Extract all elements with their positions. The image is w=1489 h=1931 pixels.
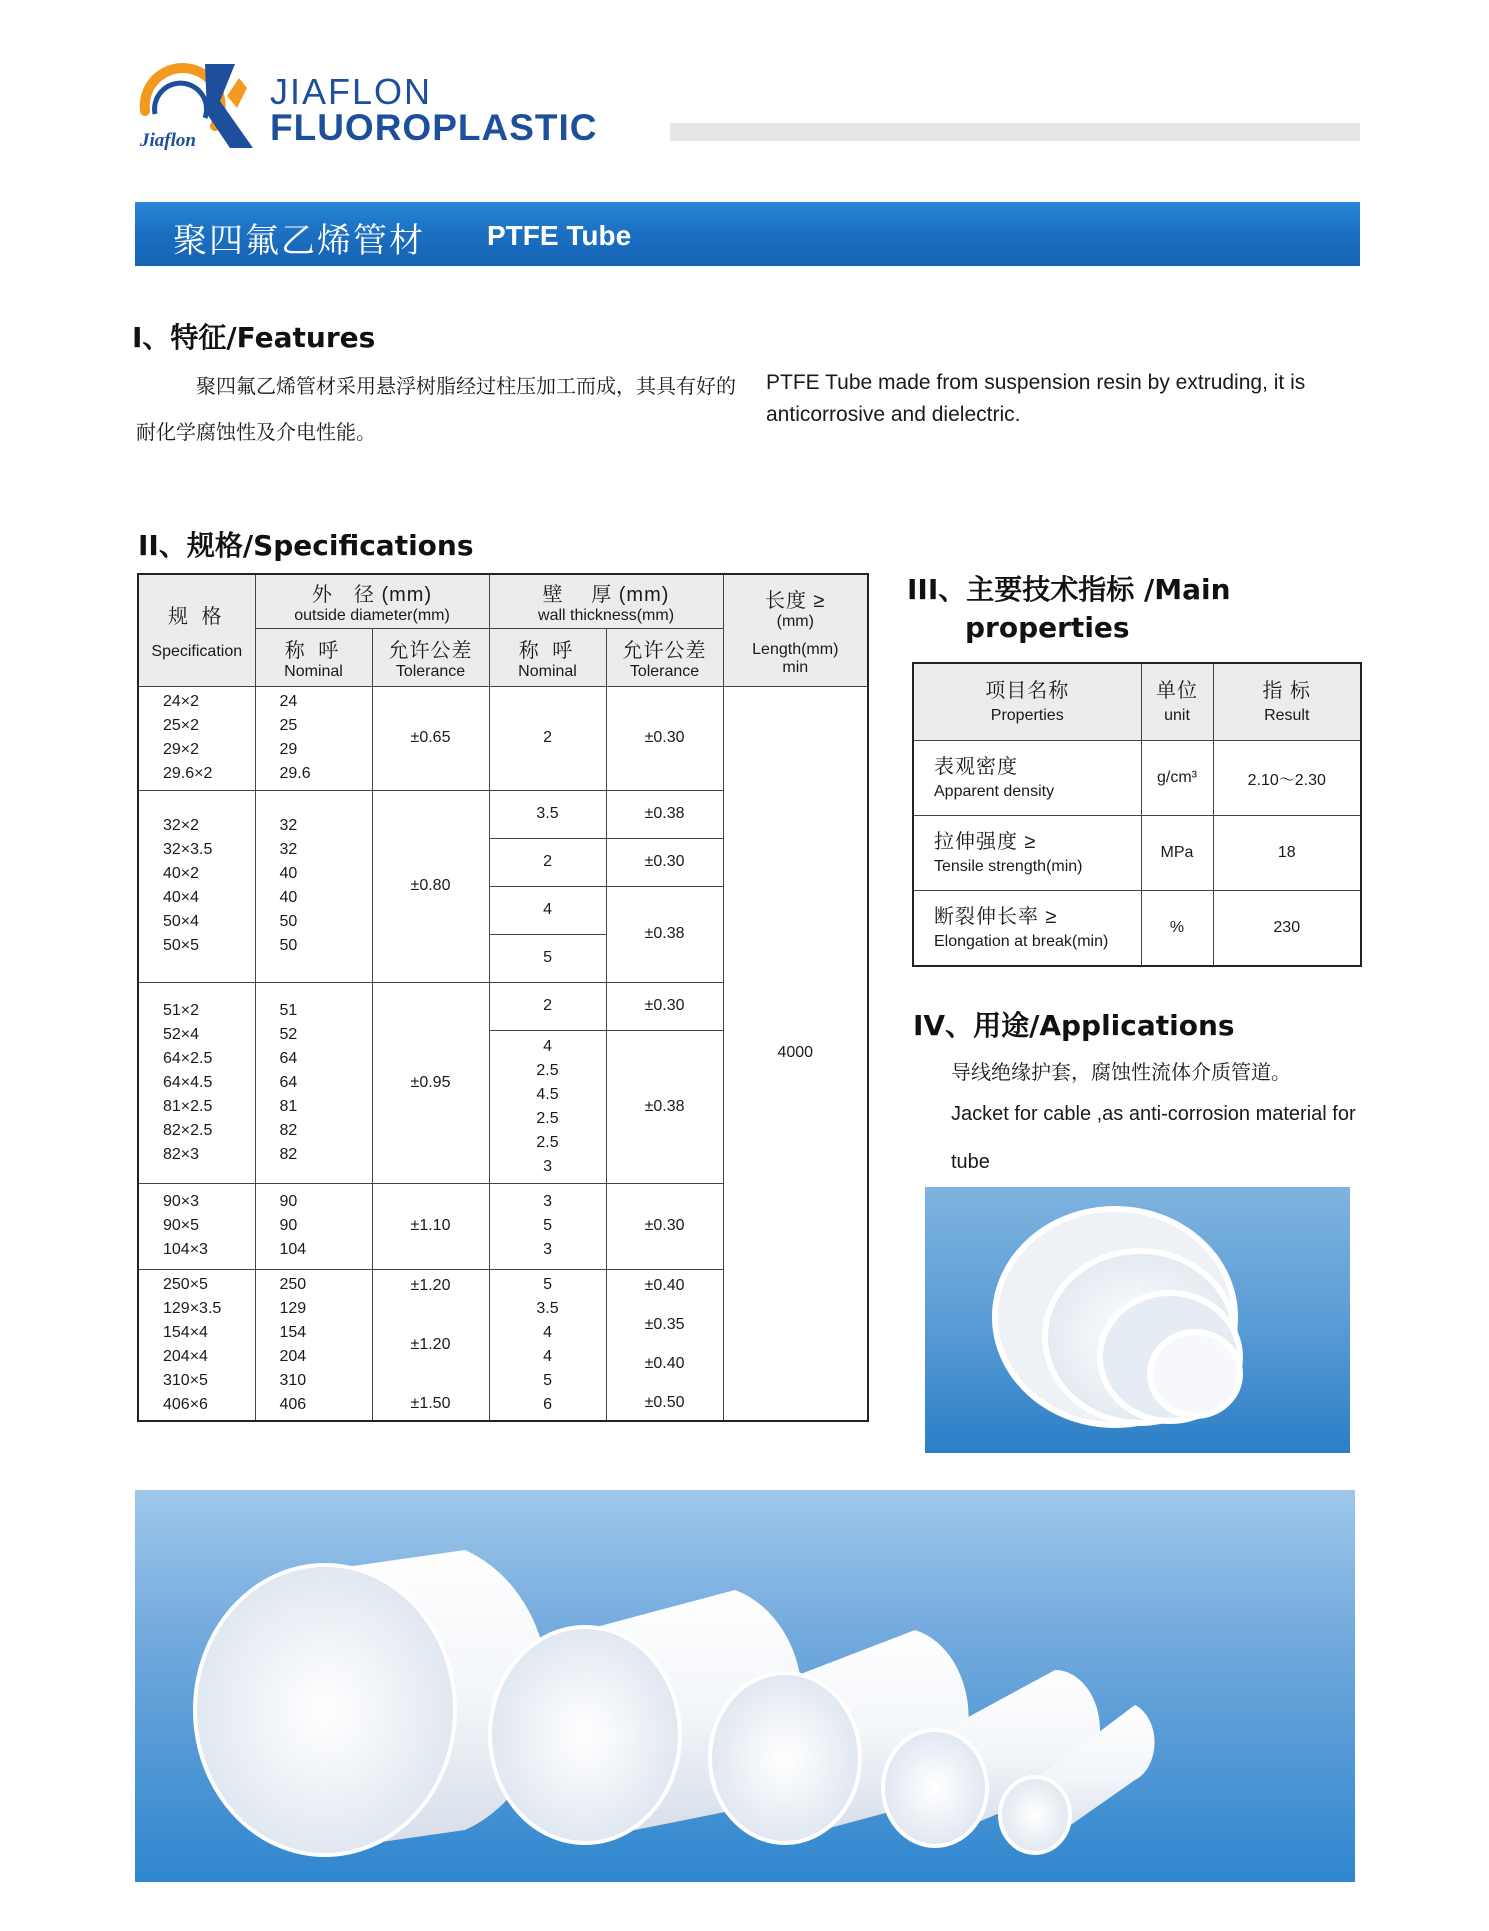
header-result: 指 标 Result [1213,663,1361,741]
spec-value: 24×2 [163,693,200,710]
spec-value: 52×4 [163,1025,200,1043]
od-value: 129 [279,1299,307,1317]
ptfe-tubes-row-photo [135,1490,1355,1882]
wall-tolerance-list: ±0.40 ±0.35 ±0.40 ±0.50 [606,1269,723,1421]
title-banner [135,202,1360,266]
spec-value: 406×6 [163,1395,208,1413]
spec-value: 50×5 [163,937,200,954]
table-row: 拉伸强度 ≥ Tensile strength(min) MPa 18 [913,816,1361,891]
spec-value: 32×2 [163,817,200,834]
spec-value: 40×4 [163,889,200,906]
properties-table [912,662,1362,967]
wall-value: 5 [543,1217,552,1234]
spec-value: 40×2 [163,865,200,882]
nested-tubes-illustration [925,1187,1350,1453]
wall-nominal: 5 [489,934,606,982]
spec-value: 82×2.5 [163,1121,213,1139]
spec-value: 32×3.5 [163,841,213,858]
specifications-heading: II、规格/Specifications [138,529,474,562]
features-heading: I、特征/Features [132,321,376,354]
od-value: 90 [279,1193,298,1210]
applications-text-en: Jacket for cable ,as anti-corrosion material for tube [951,1103,1356,1173]
wall-value: 2.5 [536,1109,559,1127]
wall-nominal: 2 [489,686,606,790]
result-value: 230 [1213,891,1361,967]
wall-nominal: 4 [489,886,606,934]
od-value: 40 [279,889,298,906]
page-title-en: PTFE Tube [487,220,632,251]
spec-value: 64×4.5 [163,1073,213,1091]
od-tolerance: ±0.80 [372,790,489,982]
wall-value: 4.5 [536,1085,559,1103]
wall-tolerance: ±0.30 [606,838,723,886]
od-value: 24 [279,693,298,710]
spec-list [138,1183,255,1269]
properties-heading: III、主要技术指标 /Main properties [907,573,1231,644]
result-value: 18 [1213,816,1361,891]
wall-nominal: 2 [489,982,606,1030]
spec-value: 51×2 [163,1001,200,1019]
od-tolerance: ±0.65 [372,686,489,790]
header-wall-nominal: 称 呼 Nominal [489,628,606,686]
od-tolerance: ±0.95 [372,982,489,1183]
od-value: 82 [279,1145,298,1163]
table-row: 断裂伸长率 ≥ Elongation at break(min) % 230 [913,891,1361,967]
spec-value: 250×5 [163,1275,208,1293]
wall-value: 3 [543,1193,552,1210]
spec-value: 25×2 [163,717,200,734]
spec-value: 90×3 [163,1193,200,1210]
table-row: 表观密度 Apparent density g/cm³ 2.10～2.30 [913,741,1361,816]
od-value: 406 [279,1395,307,1413]
header-wall-thickness: 壁 厚 (mm) wall thickness(mm) [489,574,723,628]
od-tolerance: ±1.10 [372,1183,489,1269]
wall-tolerance: ±0.38 [606,1030,723,1183]
od-nominal-list [255,982,372,1183]
spec-value: 104×3 [163,1241,208,1258]
spec-list [138,1269,255,1421]
spec-value: 64×2.5 [163,1049,213,1067]
logo-wordmark: Jiaflon [140,130,196,151]
od-nominal-list [255,1183,372,1269]
wall-value: 2.5 [536,1061,559,1079]
od-value: 51 [279,1001,298,1019]
spec-list [138,790,255,982]
wall-value: 6 [543,1395,552,1413]
od-value: 90 [279,1217,298,1234]
unit-value: g/cm³ [1141,741,1213,816]
spec-list [138,982,255,1183]
specifications-table [137,573,869,1422]
spec-value: 29×2 [163,741,200,758]
wall-tolerance: ±0.30 [606,982,723,1030]
od-value: 32 [279,841,298,858]
header-unit: 单位 unit [1141,663,1213,741]
wall-value: 4 [543,1347,552,1365]
wall-value: 5 [543,1371,552,1389]
od-value: 81 [279,1097,298,1115]
header-od-nominal: 称 呼 Nominal [255,628,372,686]
applications-heading: IV、用途/Applications [913,1009,1235,1042]
spec-value: 204×4 [163,1347,208,1365]
header-divider [670,123,1360,141]
od-value: 82 [279,1121,298,1139]
od-value: 50 [279,937,298,954]
spec-list [138,686,255,790]
od-tolerance-list: ±1.20 ±1.20 ±1.50 [372,1269,489,1421]
wall-value: 3 [543,1241,552,1258]
header-specification: 规 格 Specification [138,574,255,686]
wall-nominal-list [489,1183,606,1269]
wall-value: 3 [543,1157,552,1175]
spec-value: 82×3 [163,1145,200,1163]
spec-value: 154×4 [163,1323,208,1341]
spec-value: 81×2.5 [163,1097,213,1115]
od-value: 64 [279,1073,298,1091]
od-value: 40 [279,865,298,882]
od-nominal-list [255,1269,372,1421]
applications-text-cn: 导线绝缘护套，腐蚀性流体介质管道。 [951,1060,1291,1084]
length-min-value: 4000 [723,686,868,1421]
spec-value: 129×3.5 [163,1299,222,1317]
wall-value: 2.5 [536,1133,559,1151]
features-text-cn: 聚四氟乙烯管材采用悬浮树脂经过柱压加工而成，其具有好的耐化学腐蚀性及介电性能。 [136,374,736,444]
header-properties: 项目名称 Properties [913,663,1141,741]
od-value: 64 [279,1049,298,1067]
od-value: 154 [279,1323,307,1341]
od-value: 52 [279,1025,298,1043]
wall-tolerance: ±0.30 [606,686,723,790]
brand-name: JIAFLON [270,71,433,112]
features-text-en: PTFE Tube made from suspension resin by extruding, it is anticorrosive and dielectric. [766,371,1306,426]
spec-value: 29.6×2 [163,765,213,782]
wall-value: 4 [543,1037,552,1055]
tubes-row-illustration [135,1490,1355,1882]
od-value: 250 [279,1275,307,1293]
page-title-cn: 聚四氟乙烯管材 [173,221,425,261]
od-nominal-list [255,790,372,982]
unit-value: % [1141,891,1213,967]
wall-tolerance: ±0.30 [606,1183,723,1269]
wall-value: 5 [543,1275,552,1293]
od-value: 29 [279,741,298,758]
wall-nominal: 2 [489,838,606,886]
header-od-tolerance: 允许公差 Tolerance [372,628,489,686]
wall-value: 4 [543,1323,552,1341]
wall-value: 3.5 [536,1299,559,1317]
wall-nominal-list [489,1269,606,1421]
od-value: 32 [279,817,298,834]
unit-value: MPa [1141,816,1213,891]
od-value: 25 [279,717,298,734]
wall-tolerance: ±0.38 [606,790,723,838]
brand-subtitle: FLUOROPLASTIC [270,107,598,148]
header-wall-tolerance: 允许公差 Tolerance [606,628,723,686]
ptfe-tube-nested-photo [925,1187,1350,1453]
od-value: 104 [279,1241,307,1258]
spec-value: 310×5 [163,1371,208,1389]
header-length: 长度 ≥ (mm) Length(mm) min [723,574,868,686]
wall-nominal-list [489,1030,606,1183]
od-value: 204 [279,1347,307,1365]
od-value: 50 [279,913,298,930]
od-value: 310 [279,1371,307,1389]
od-nominal-list [255,686,372,790]
od-value: 29.6 [279,765,311,782]
wall-nominal: 3.5 [489,790,606,838]
spec-value: 50×4 [163,913,200,930]
result-value: 2.10～2.30 [1213,741,1361,816]
wall-tolerance: ±0.38 [606,886,723,982]
header-outside-diameter: 外 径 (mm) outside diameter(mm) [255,574,489,628]
spec-value: 90×5 [163,1217,200,1234]
